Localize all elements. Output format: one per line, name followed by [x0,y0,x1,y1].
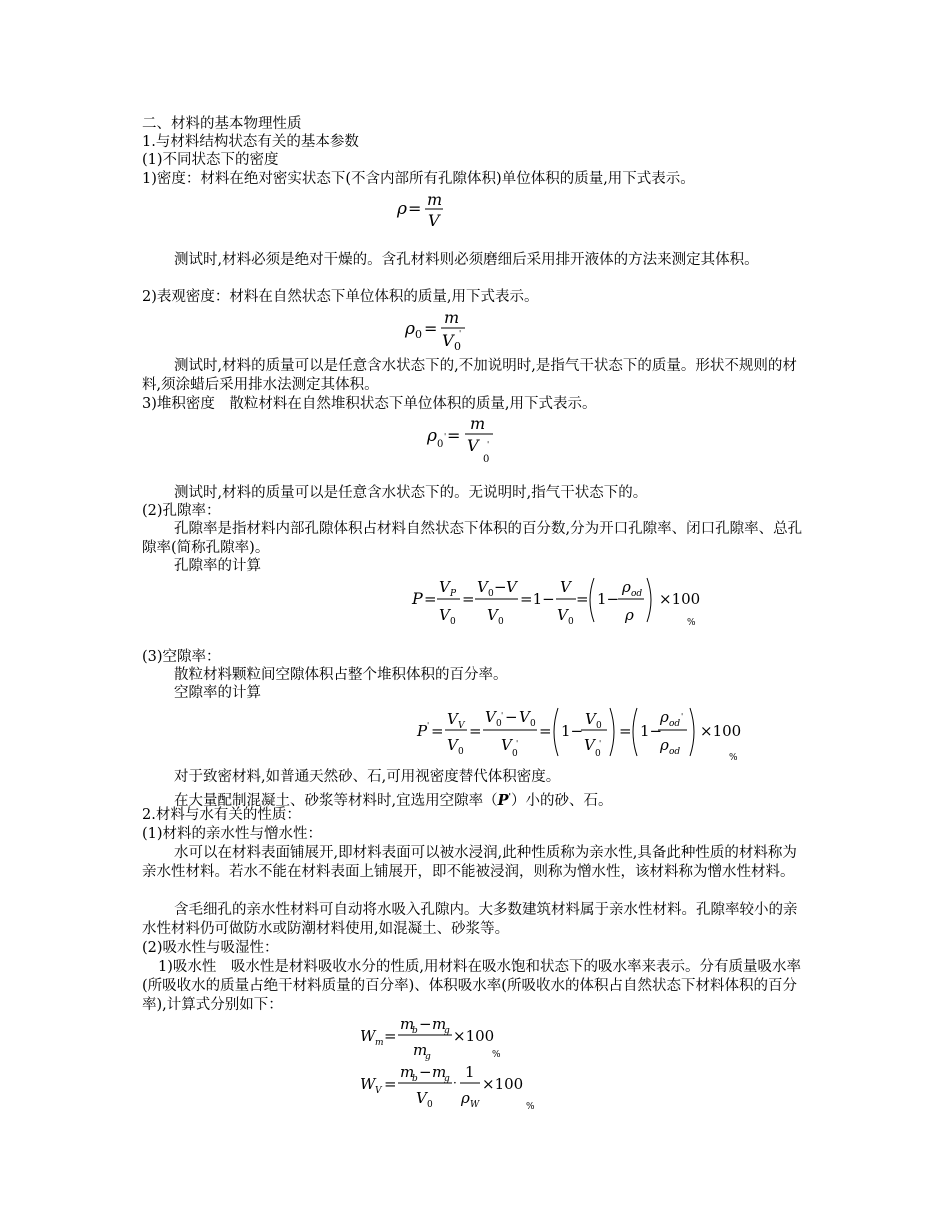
svg-text:ρ: ρ [397,199,407,219]
concrete-note-end: ）小的砂、石。 [510,792,613,809]
svg-text:0: 0 [596,721,602,731]
svg-text:ρ: ρ [625,606,634,624]
svg-text:V: V [439,606,450,624]
svg-text:V: V [447,736,458,754]
heading-density-states: (1)不同状态下的密度 [142,152,279,168]
svg-text:0: 0 [595,749,601,759]
svg-text:=: = [431,722,444,740]
svg-text:': ' [516,739,519,748]
svg-text:=: = [539,722,552,740]
svg-text:': ' [427,721,430,730]
svg-text:%: % [492,1050,501,1060]
svg-text:m: m [432,1015,447,1033]
svg-text:V: V [416,1089,427,1107]
heading-hydrophilic: (1)材料的亲水性与憎水性： [142,826,323,842]
svg-text:1−: 1− [640,722,663,740]
svg-text:V: V [519,708,530,726]
svg-text:W: W [470,1100,480,1110]
svg-text:': ' [487,440,490,449]
heading-absorption: (2)吸水性与吸湿性： [142,940,279,956]
svg-text:g: g [444,1026,450,1036]
svg-text:P: P [417,722,428,740]
svg-text:%: % [729,753,738,763]
svg-text:=: = [469,722,482,740]
svg-text:%: % [687,618,696,628]
svg-text:m: m [444,308,460,327]
svg-text:V: V [447,710,458,728]
svg-text:b: b [412,1074,418,1084]
svg-text:=: = [424,590,437,608]
svg-text:0: 0 [437,439,444,450]
svg-text:m: m [400,1015,415,1033]
paragraph-porosity-def: 孔隙率是指材料内部孔隙体积占材料自然状态下体积的百分数,分为开口孔隙率、闭口孔隙率、总孔隙率(简称孔隙率)。 [142,521,803,556]
svg-text:V: V [439,578,450,596]
svg-text:ρ: ρ [660,708,669,726]
svg-text:V: V [477,578,488,596]
svg-text:ρ: ρ [405,319,415,339]
formula-apparent-density [403,306,473,358]
svg-text:0: 0 [415,328,422,341]
svg-text:ρ: ρ [427,426,437,446]
svg-text:': ' [444,432,447,441]
svg-text:0: 0 [454,340,461,353]
paragraph-density-note: 测试时,材料必须是绝对干燥的。含孔材料则必须磨细后采用排开液体的方法来测定其体积。 [174,252,759,268]
svg-text:ρ: ρ [461,1089,470,1107]
svg-text:W: W [360,1027,376,1045]
svg-text:×100: ×100 [453,1027,495,1045]
svg-text:=: = [384,1027,397,1045]
paragraph-density-def: 1)密度：材料在绝对密实状态下(不含内部所有孔隙体积)单位体积的质量,用下式表示。 [142,171,695,187]
svg-text:−: − [419,1063,432,1081]
svg-text:0: 0 [450,617,456,627]
label-voids-calc: 空隙率的计算 [174,685,261,701]
svg-text:0: 0 [458,747,464,757]
svg-text:m: m [470,414,486,433]
paragraph-apparent-def: 2)表观密度：材料在自然状态下单位体积的质量,用下式表示。 [142,289,539,305]
svg-text:m: m [413,1041,428,1059]
svg-text:V: V [442,331,454,350]
formula-bulk-density [425,413,505,469]
svg-text:b: b [412,1026,418,1036]
svg-text:V: V [584,736,595,754]
svg-text:×100: ×100 [700,722,742,740]
paragraph-hydrophilic-def: 水可以在材料表面铺展开,即材料表面可以被水浸润,此种性质称为亲水性,具备此种性质的材料称为亲水性材料。若水不能在材料表面上铺展开，即不能被浸润，则称为憎水性，该材料称为憎水性材料。 [142,845,797,880]
svg-text:m: m [432,1063,447,1081]
svg-text:m: m [375,1038,384,1048]
svg-text:1−: 1− [561,722,584,740]
paragraph-absorption-def: 1)吸水性 吸水性是材料吸收水分的性质,用材料在吸水饱和状态下的吸水率来表示。分有质量吸水率(所吸收水的质量占绝干材料质量的百分率)、体积吸水率(所吸收水的体积占自然状态下材料体积的百分率),计算式分别如下： [142,959,801,1013]
svg-text:V: V [485,708,496,726]
svg-text:od: od [669,719,681,729]
svg-text:g: g [444,1074,450,1084]
svg-text:1−: 1− [597,590,620,608]
svg-text:V: V [560,578,571,596]
subsection-title: 1.与材料结构状态有关的基本参数 [142,134,359,150]
svg-text:m: m [427,190,443,209]
svg-text:−: − [505,708,518,726]
svg-text:ρ: ρ [622,578,631,596]
svg-text:0: 0 [498,617,504,627]
svg-text:·: · [453,1076,457,1090]
svg-text:od: od [631,589,643,599]
svg-text:V: V [458,721,465,731]
svg-text:=: = [424,319,438,338]
svg-text:V: V [557,606,568,624]
svg-text:=: = [576,590,589,608]
symbol-p-prime: P' [497,791,511,809]
svg-text:0: 0 [496,719,502,729]
formula-volume-absorption [358,1063,548,1121]
svg-text:V: V [501,736,512,754]
svg-text:P: P [450,589,457,599]
svg-text:−: − [494,578,507,596]
svg-text:g: g [425,1052,431,1062]
svg-text:0: 0 [568,617,574,627]
svg-text:0: 0 [427,1100,433,1110]
svg-text:=: = [447,426,461,445]
svg-text:V: V [375,1086,382,1096]
svg-text:=: = [408,199,422,218]
svg-text:': ' [501,711,504,720]
subsection-water-title: 2.材料与水有关的性质： [142,807,301,823]
svg-text:V: V [487,606,498,624]
paragraph-hydrophilic-note: 含毛细孔的亲水性材料可自动将水吸入孔隙内。大多数建筑材料属于亲水性材料。孔隙率较小的亲水性材料仍可做防水或防潮材料使用,如混凝土、砂浆等。 [142,902,798,937]
svg-text:V: V [585,710,596,728]
paragraph-apparent-note: 测试时,材料的质量可以是任意含水状态下的,不加说明时,是指气干状态下的质量。形状不规则的材料,须涂蜡后采用排水法测定其体积。 [142,358,797,393]
formula-porosity [410,572,710,634]
formula-density [395,186,455,234]
formula-mass-absorption [358,1015,518,1067]
svg-text:=: = [619,722,632,740]
svg-text:=1−: =1− [520,590,555,608]
svg-text:V: V [428,211,440,230]
svg-text:': ' [681,712,684,721]
section-title: 二、材料的基本物理性质 [142,116,302,132]
svg-text:×100: ×100 [482,1075,524,1093]
svg-text:1: 1 [465,1063,475,1081]
svg-text:=: = [462,590,475,608]
paragraph-voids-def: 散粒材料颗粒间空隙体积占整个堆积体积的百分率。 [174,667,508,683]
concrete-note-start: 在大量配制混凝土、砂浆等材料时,宜选用空隙率（ [174,792,498,809]
paragraph-bulk-def: 3)堆积密度 散粒材料在自然堆积状态下单位体积的质量,用下式表示。 [142,396,597,412]
paragraph-dense-note: 对于致密材料,如普通天然砂、石,可用视密度替代体积密度。 [174,769,561,785]
svg-text:ρ: ρ [660,736,669,754]
svg-text:P: P [412,589,423,608]
svg-text:': ' [459,329,462,338]
svg-text:m: m [400,1063,415,1081]
svg-text:−: − [419,1015,432,1033]
heading-voids: (3)空隙率： [142,649,221,665]
svg-text:od: od [669,747,681,757]
heading-porosity: (2)孔隙率： [142,503,221,519]
svg-text:×100: ×100 [659,590,701,608]
svg-text:0: 0 [483,454,490,465]
svg-text:W: W [360,1075,376,1093]
svg-text:%: % [526,1102,535,1112]
label-porosity-calc: 孔隙率的计算 [174,558,261,574]
formula-voids [415,702,745,770]
svg-text:': ' [599,739,602,748]
svg-text:0: 0 [512,749,518,759]
svg-text:=: = [384,1075,397,1093]
paragraph-bulk-note: 测试时,材料的质量可以是任意含水状态下的。无说明时,指气干状态下的。 [174,485,648,501]
svg-text:V: V [506,578,517,596]
svg-text:0: 0 [488,589,494,599]
svg-text:V: V [467,436,479,455]
svg-text:0: 0 [530,719,536,729]
